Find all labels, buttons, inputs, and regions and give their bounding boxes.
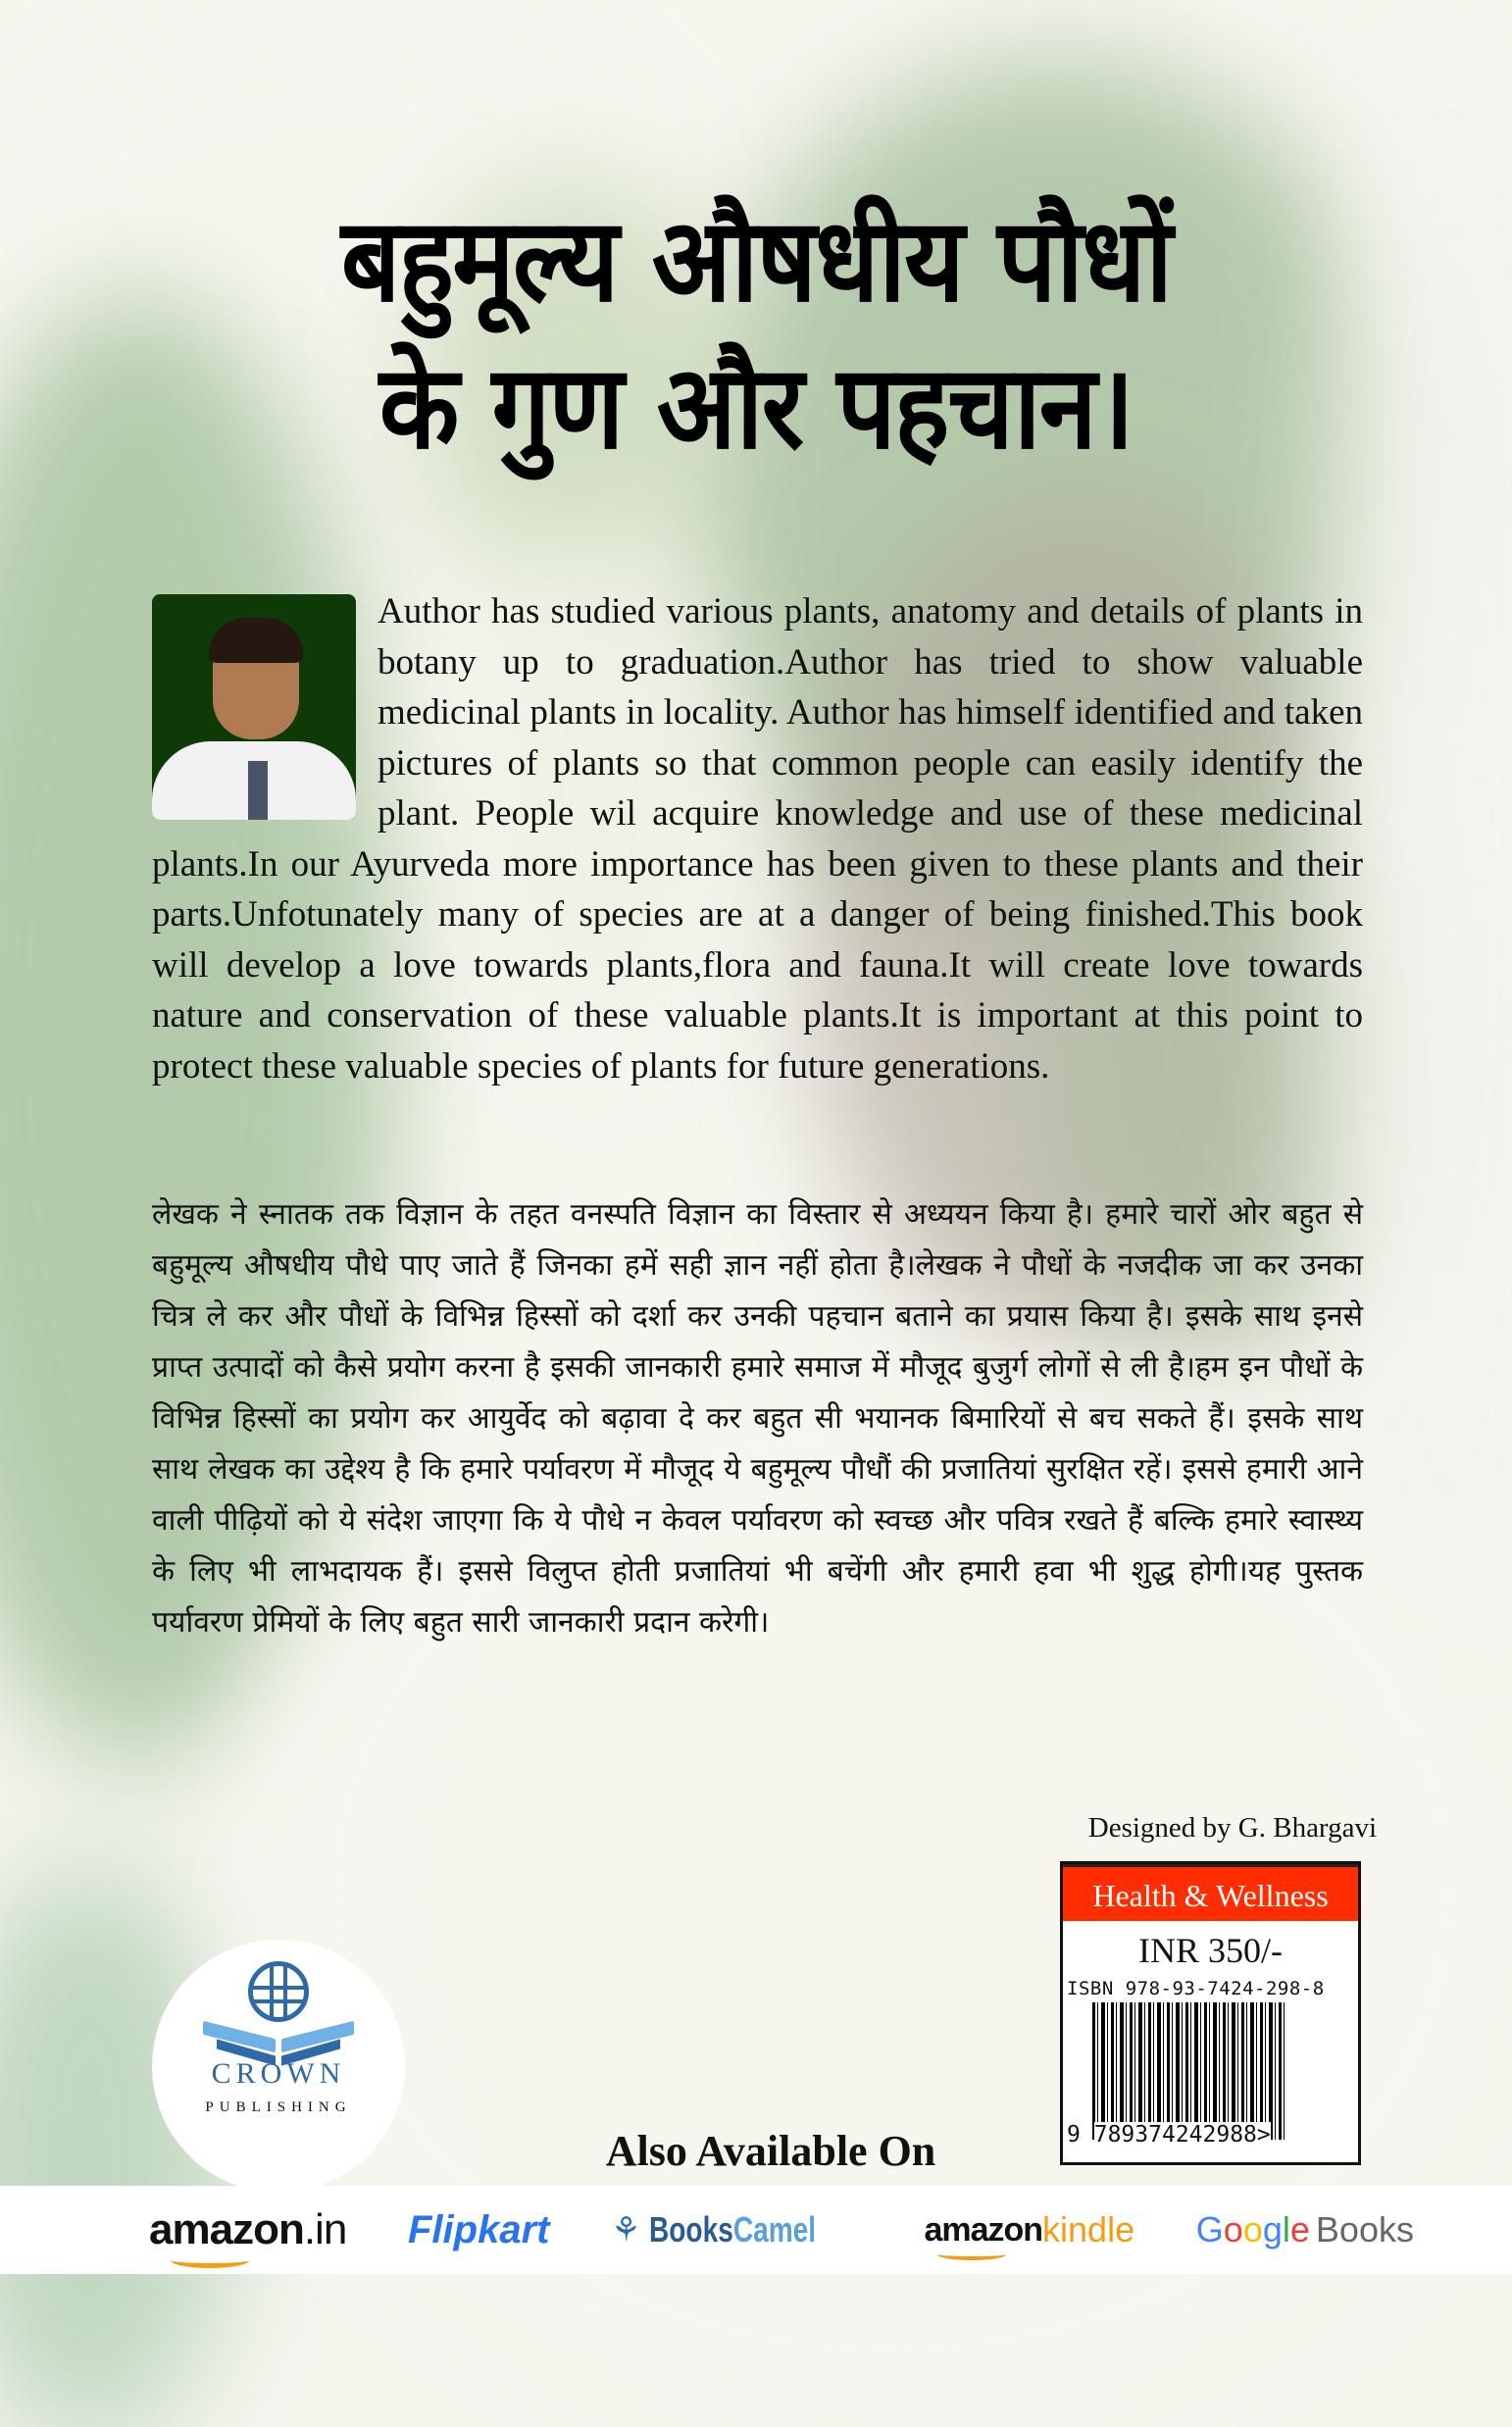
- google-books-logo: Google Books: [1195, 2209, 1414, 2250]
- flipkart-logo: Flipkart: [408, 2207, 550, 2251]
- author-blurb-english: [152, 586, 1363, 1091]
- genre-label: Health & Wellness: [1063, 1864, 1358, 1921]
- globe-icon: [248, 1961, 309, 2022]
- hindi-blurb: लेखक ने स्नातक तक विज्ञान के तहत वनस्पति विज्ञान का विस्तार से अध्ययन किया है। हमारे चारों ओर बहुत से बहुमूल्य औषधीय पौधे पाए जाते हैं जिनका हमें सही ज्ञान नहीं होता है।लेखक ने पौधों के नजदीक जा कर उनका चित्र ले कर और पौधों के विभिन्न हिस्सों को दर्शा कर उनकी पहचान बताने का प्रयास किया है। इसके साथ इनसे प्राप्त उत्पादों को कैसे प्रयोग करना है इसकी जानकारी हमारे समाज में मौजूद बुजुर्ग लोगों से ली है।हम इन पौधों के विभिन्न हिस्सों का प्रयोग कर आयुर्वेद को बढ़ावा दे कर बहुत सी भयानक बिमारियों से बच सकते हैं। इसके साथ साथ लेखक का उद्देश्य है कि हमारे पर्यावरण में मौजूद ये बहुमूल्य पौधौं की प्रजातियां सुरक्षित रहें। इससे हमारी आने वाली पीढ़ियों को ये संदेश जाएगा कि ये पौधे न केवल पर्यावरण को स्वच्छ और पवित्र रखते हैं बल्कि हमारे स्वास्थ्य के लिए भी लाभदायक हैं। इससे विलुप्त होती प्रजातियां भी बचेंगी और हमारी हवा भी शुद्ध होगी।यह पुस्तक पर्यावरण प्रेमियों के लिए बहुत सारी जानकारी प्रदान करेगी।: [152, 1197, 1363, 1640]
- bookscamel-logo: ⚘ BooksCamel: [611, 2209, 816, 2250]
- barcode-digits: 9 789374242988>: [1067, 2122, 1271, 2148]
- price-isbn-box: [1060, 1861, 1361, 2165]
- title-line-1: बहुमूल्य औषधीय पौधों: [340, 192, 1172, 328]
- book-title: [76, 186, 1436, 480]
- barcode-bars: [1092, 2002, 1285, 2140]
- title-line-2: के गुण और पहचान।: [378, 339, 1134, 475]
- publisher-subtitle: PUBLISHING: [205, 2099, 352, 2115]
- retailer-logos: [0, 2186, 1512, 2274]
- bookscamel-icon: ⚘: [611, 2212, 641, 2249]
- author-photo: [152, 594, 356, 820]
- also-available-heading: Also Available On: [605, 2127, 936, 2175]
- amazon-smile-icon: [171, 2252, 249, 2268]
- publisher-name: CROWN: [211, 2057, 346, 2090]
- price-label: INR 350/-: [1138, 1931, 1283, 1970]
- isbn-text: ISBN 978-93-7424-298-8: [1067, 1978, 1325, 1999]
- kindle-smile-icon: [937, 2249, 1006, 2260]
- barcode: [1067, 2002, 1358, 2148]
- amazon-in-logo: amazon .in: [149, 2205, 346, 2254]
- author-blurb-text: Author has studied various plants, anatomy and details of plants in botany up to graduation.Author has tried to show valuable medicinal plants in locality. Author has himself identified and taken pictures of plants so that common people can easily identify the plant. People wil acquire knowledge and use of these medicinal plants.In our Ayurveda more importance has been given to these plants and their parts.Unfotunately many of species are at a danger of being finished.This book will develop a love towards plants,flora and fauna.It will create love towards nature and conservation of these valuable plants.It is important at this point to protect these valuable species of plants for future generations.: [152, 591, 1363, 1087]
- amazon-kindle-logo: amazon kindle: [924, 2209, 1134, 2250]
- designer-credit: Designed by G. Bhargavi: [1087, 1812, 1377, 1844]
